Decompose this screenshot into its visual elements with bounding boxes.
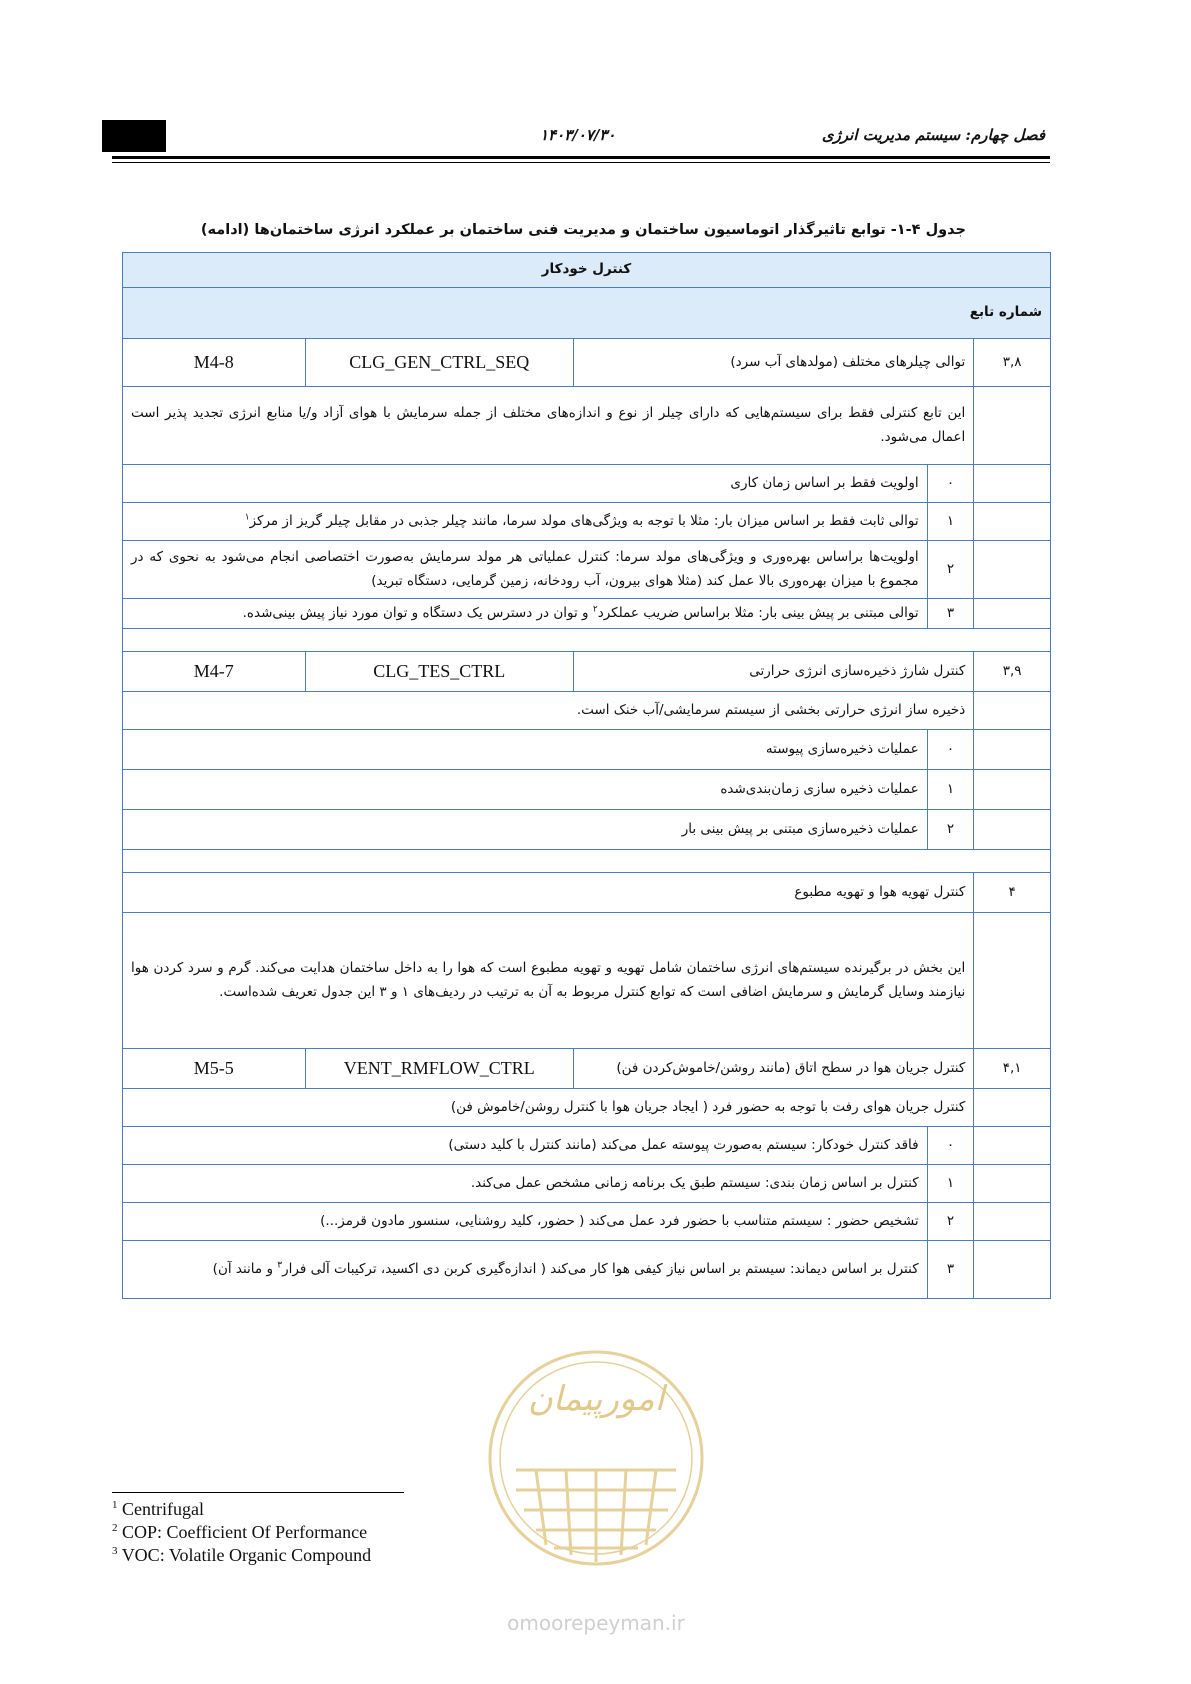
level-row bbox=[123, 541, 1051, 599]
function-code: CLG_TES_CTRL bbox=[305, 652, 574, 692]
watermark-logo bbox=[476, 1340, 716, 1640]
level-text-main: توالی مبتنی بر پیش بینی بار: مثلا براساس ضریب عملکرد bbox=[597, 604, 919, 621]
functions-table bbox=[122, 252, 1051, 1299]
level-number: ۲ bbox=[927, 1203, 974, 1241]
function-number: ۳,۹ bbox=[974, 652, 1051, 692]
spacer-row bbox=[123, 629, 1051, 652]
level-text-tail: و توان در دسترس یک دستگاه و توان مورد نیاز پیش بینی‌شده. bbox=[242, 604, 593, 621]
footnote-rule bbox=[112, 1492, 404, 1493]
level-number: ۰ bbox=[927, 1127, 974, 1165]
function-row bbox=[123, 339, 1051, 387]
level-text-tail: و مانند آن) bbox=[212, 1260, 278, 1277]
level-text bbox=[123, 1241, 928, 1299]
level-number: ۱ bbox=[927, 770, 974, 810]
column-header: شماره تابع bbox=[123, 288, 1051, 339]
level-number: ۱ bbox=[927, 503, 974, 541]
description-row bbox=[123, 692, 1051, 730]
level-text: عملیات ذخیره سازی زمان‌بندی‌شده bbox=[123, 770, 928, 810]
description-row bbox=[123, 1089, 1051, 1127]
level-row bbox=[123, 810, 1051, 850]
level-text: اولویت‌ها براساس بهره‌وری و ویژگی‌های مولد سرما: کنترل عملیاتی هر مولد سرمایش به‌صورت اختصاصی انجام می‌شود به نحوی که در مجموع با میزان بهره‌وری بالا عمل کند (مثلا هوای بیرون، آب رودخانه، زمین گرمایی، دستگاه تبرید) bbox=[123, 541, 928, 599]
function-ref: M4-7 bbox=[123, 652, 306, 692]
level-text-main: کنترل بر اساس دیماند: سیستم بر اساس نیاز کیفی هوا کار می‌کند ( اندازه‌گیری کربن دی اکسید، ترکیبات آلی فرار bbox=[282, 1260, 919, 1277]
level-text: اولویت فقط بر اساس زمان کاری bbox=[123, 465, 928, 503]
page-number-box bbox=[102, 120, 166, 152]
footnote-item bbox=[112, 1498, 371, 1521]
level-row bbox=[123, 503, 1051, 541]
section-header-row bbox=[123, 253, 1051, 288]
level-row bbox=[123, 1165, 1051, 1203]
watermark-url: omoorepeyman.ir bbox=[507, 1611, 685, 1635]
function-row bbox=[123, 652, 1051, 692]
footnote-text: VOC: Volatile Organic Compound bbox=[121, 1545, 372, 1565]
function-ref: M5-5 bbox=[123, 1049, 306, 1089]
level-row bbox=[123, 770, 1051, 810]
function-description: این بخش در برگیرنده سیستم‌های انرژی ساختمان شامل تهویه و تهویه مطبوع است که هوا را به داخل ساختمان هدایت می‌کند. گرم و سرد کردن هوا نیازمند وسایل گرمایش و سرمایش اضافی است که توابع کنترل مربوط به آن به ترتیب در ردیف‌های ۱ و ۳ این جدول تعریف شده‌است. bbox=[123, 913, 974, 1049]
level-number: ۰ bbox=[927, 730, 974, 770]
footnote-ref: ۳ bbox=[277, 1260, 283, 1271]
footnote-text: COP: Coefficient Of Performance bbox=[122, 1522, 368, 1542]
description-row bbox=[123, 913, 1051, 1049]
footnote-item bbox=[112, 1521, 371, 1544]
level-row bbox=[123, 1241, 1051, 1299]
function-title: کنترل جریان هوا در سطح اتاق (مانند روشن/خاموش‌کردن فن) bbox=[574, 1049, 974, 1089]
footnote-ref: ۱ bbox=[244, 512, 250, 523]
footnotes bbox=[112, 1498, 371, 1567]
function-number: ۴ bbox=[974, 873, 1051, 913]
footnote-number: 1 bbox=[112, 1499, 118, 1511]
description-row bbox=[123, 387, 1051, 465]
function-number: ۴,۱ bbox=[974, 1049, 1051, 1089]
function-title: کنترل شارژ ذخیره‌سازی انرژی حرارتی bbox=[574, 652, 974, 692]
level-number: ۲ bbox=[927, 541, 974, 599]
level-text bbox=[123, 599, 928, 629]
level-number: ۳ bbox=[927, 599, 974, 629]
function-row bbox=[123, 873, 1051, 913]
footnote-number: 2 bbox=[112, 1522, 118, 1534]
function-title: توالی چیلرهای مختلف (مولدهای آب سرد) bbox=[574, 339, 974, 387]
header-date: ۱۴۰۳/۰۷/۳۰ bbox=[540, 126, 616, 144]
level-text-main: توالی ثابت فقط بر اساس میزان بار: مثلا با توجه به ویژگی‌های مولد سرما، مانند چیلر جذبی در مقابل چیلر گریز از مرکز bbox=[249, 512, 919, 529]
level-row bbox=[123, 730, 1051, 770]
function-number: ۳,۸ bbox=[974, 339, 1051, 387]
footnote-item bbox=[112, 1544, 371, 1567]
function-ref: M4-8 bbox=[123, 339, 306, 387]
level-text: تشخیص حضور : سیستم متناسب با حضور فرد عمل می‌کند ( حضور، کلید روشنایی، سنسور مادون قرمز...) bbox=[123, 1203, 928, 1241]
footnote-ref: ۲ bbox=[592, 604, 598, 615]
level-row bbox=[123, 1127, 1051, 1165]
table-caption: جدول ۴-۱- توابع تاثیرگذار اتوماسیون ساختمان و مدیریت فنی ساختمان بر عملکرد انرژی ساختمان‌ها (ادامه) bbox=[200, 222, 966, 238]
level-text: فاقد کنترل خودکار: سیستم به‌صورت پیوسته عمل می‌کند (مانند کنترل با کلید دستی) bbox=[123, 1127, 928, 1165]
function-code: VENT_RMFLOW_CTRL bbox=[305, 1049, 574, 1089]
function-code: CLG_GEN_CTRL_SEQ bbox=[305, 339, 574, 387]
function-description: کنترل جریان هوای رفت با توجه به حضور فرد ( ایجاد جریان هوا با کنترل روشن/خاموش فن) bbox=[123, 1089, 974, 1127]
watermark-logo-text: امورپیمان bbox=[527, 1379, 665, 1419]
footnote-text: Centrifugal bbox=[122, 1499, 204, 1519]
level-text: عملیات ذخیره‌سازی پیوسته bbox=[123, 730, 928, 770]
level-text bbox=[123, 503, 928, 541]
level-text: کنترل بر اساس زمان بندی: سیستم طبق یک برنامه زمانی مشخص عمل می‌کند. bbox=[123, 1165, 928, 1203]
level-text: عملیات ذخیره‌سازی مبتنی بر پیش بینی بار bbox=[123, 810, 928, 850]
column-header-row bbox=[123, 288, 1051, 339]
chapter-title: فصل چهارم: سیستم مدیریت انرژی bbox=[821, 126, 1045, 144]
function-row bbox=[123, 1049, 1051, 1089]
level-number: ۳ bbox=[927, 1241, 974, 1299]
function-title: کنترل تهویه هوا و تهویه مطبوع bbox=[123, 873, 974, 913]
level-number: ۰ bbox=[927, 465, 974, 503]
level-number: ۱ bbox=[927, 1165, 974, 1203]
level-row bbox=[123, 465, 1051, 503]
level-number: ۲ bbox=[927, 810, 974, 850]
header-rule-thin bbox=[112, 162, 1050, 163]
function-description: این تابع کنترلی فقط برای سیستم‌هایی که دارای چیلر از نوع و اندازه‌های مختلف از جمله سرمایش با هوای آزاد و/یا منابع انرژی تجدید پذیر است اعمال می‌شود. bbox=[123, 387, 974, 465]
header-rule-thick bbox=[112, 156, 1050, 159]
level-row bbox=[123, 1203, 1051, 1241]
level-row bbox=[123, 599, 1051, 629]
function-description: ذخیره ساز انرژی حرارتی بخشی از سیستم سرمایشی/آب خنک است. bbox=[123, 692, 974, 730]
section-title: کنترل خودکار bbox=[123, 253, 1051, 288]
spacer-row bbox=[123, 850, 1051, 873]
footnote-number: 3 bbox=[112, 1545, 118, 1557]
